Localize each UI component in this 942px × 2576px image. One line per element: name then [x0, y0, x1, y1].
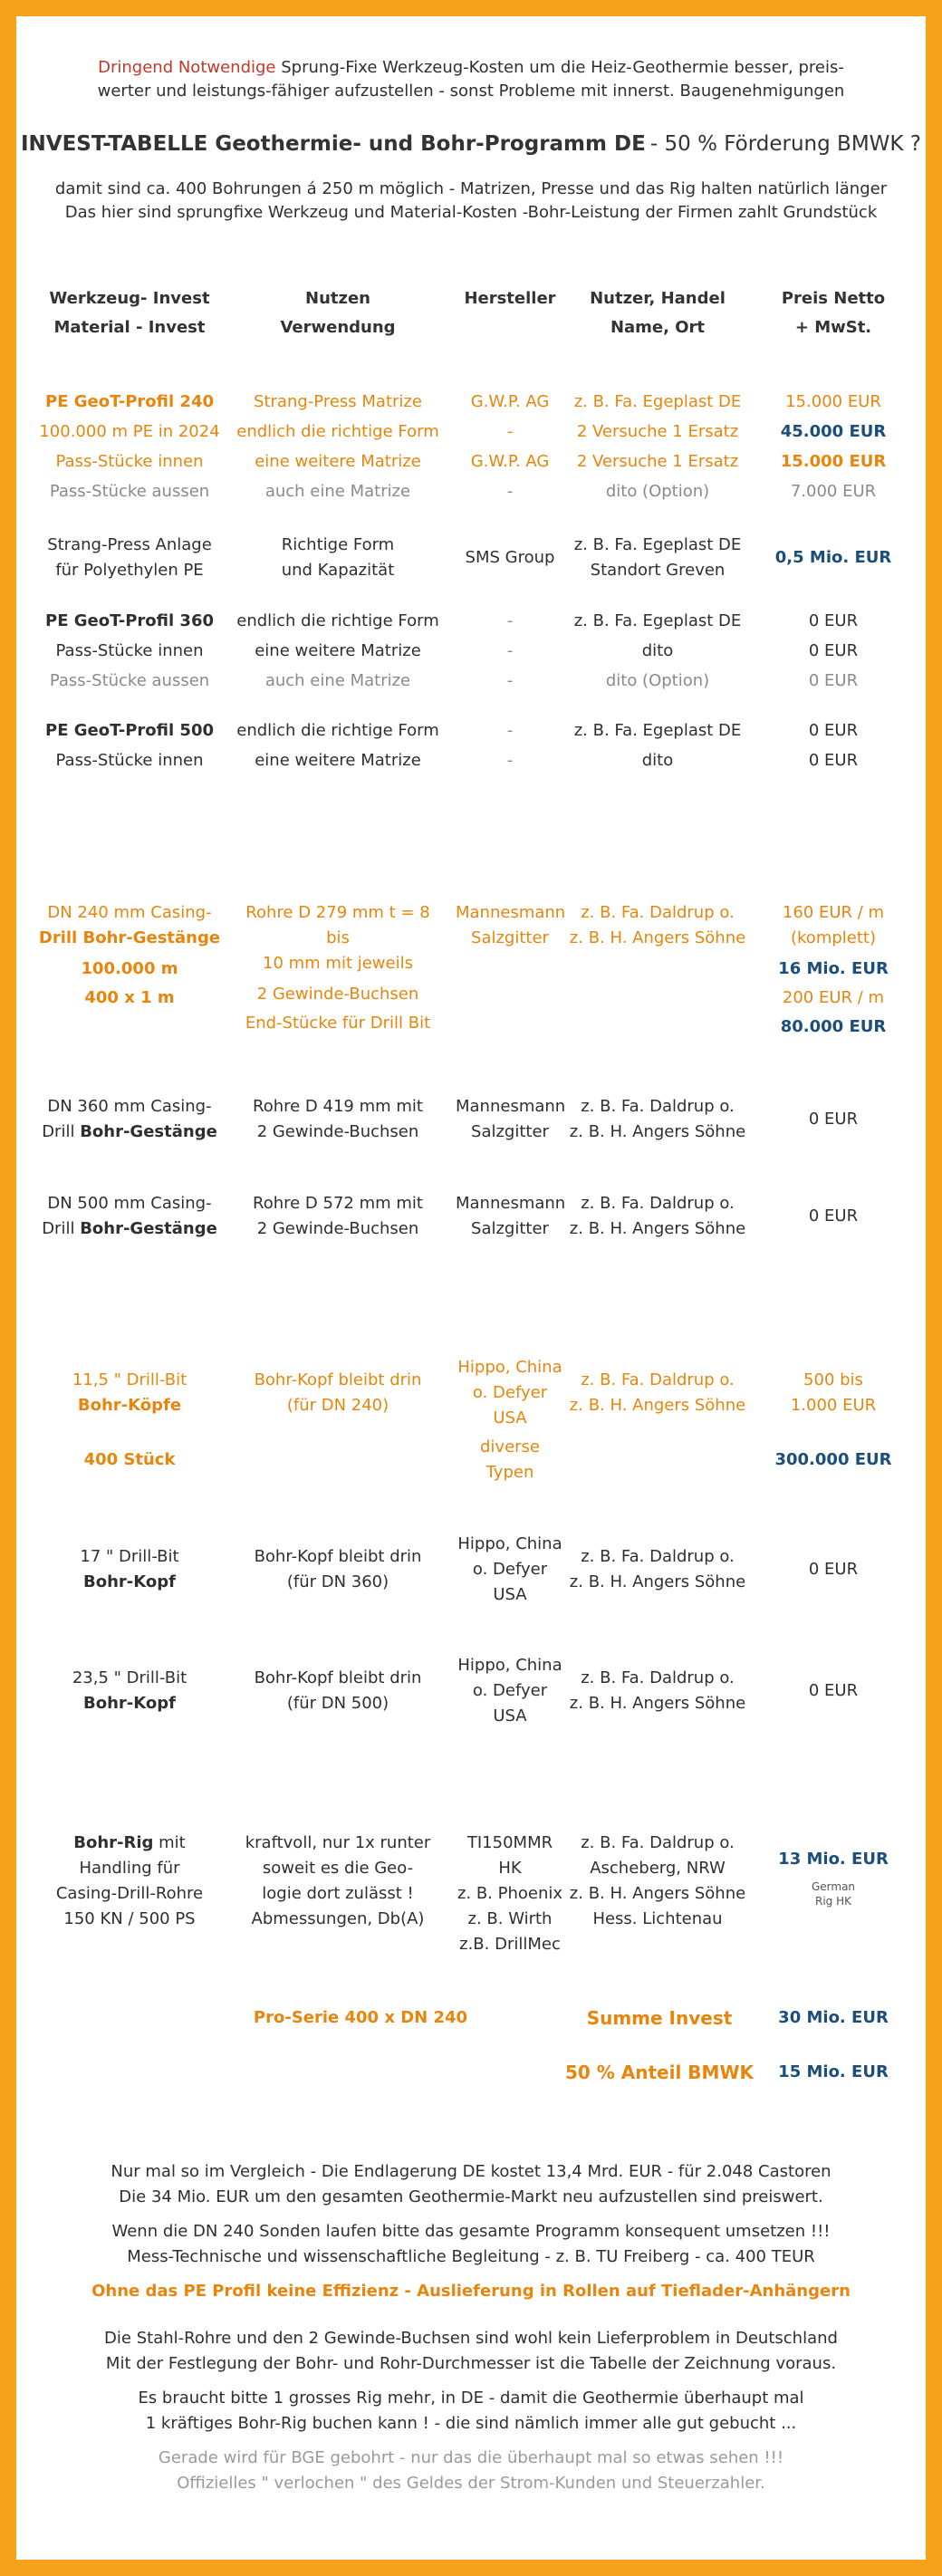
anteil-value: 15 Mio. EUR — [778, 2062, 889, 2081]
header-hersteller: Hersteller — [464, 289, 556, 308]
header-preis: Preis Netto + MwSt. — [781, 289, 886, 337]
page-title: INVEST-TABELLE Geothermie- und Bohr-Programm DE - 50 % Förderung BMWK ? — [20, 132, 922, 156]
header-nutzer: Nutzer, Handel Name, Ort — [590, 289, 726, 337]
proserie-label: Pro-Serie 400 x DN 240 — [253, 2008, 468, 2027]
note-program: Wenn die DN 240 Sonden laufen bitte das gesamte Programm konsequent umsetzen !!! Mess-Technische und wissenschaftliche Begleitung - z. B. TU Freiberg - ca. 400 TEUR — [111, 2222, 831, 2266]
note-comparison: Nur mal so im Vergleich - Die Endlagerung DE kostet 13,4 Mrd. EUR - für 2.048 Castoren Die 34 Mio. EUR um den gesamten Geothermie-Markt neu aufzustellen sind preiswert. — [111, 2162, 831, 2206]
note-pe-profile: Ohne das PE Profil keine Effizienz - Auslieferung in Rollen auf Tieflader-Anhängern — [91, 2282, 851, 2301]
intro-block — [16, 56, 926, 103]
note-steel: Die Stahl-Rohre und den 2 Gewinde-Buchsen sind wohl kein Lieferproblem in Deutschland Mit der Festlegung der Bohr- und Rohr-Durchmesser ist die Tabelle der Zeichnung voraus. — [104, 2329, 838, 2373]
anteil-label: 50 % Anteil BMWK — [564, 2062, 755, 2083]
header-nutzen: Nutzen Verwendung — [280, 289, 396, 337]
urgent-label: Dringend Notwendige — [98, 58, 276, 77]
intro-subtitle: damit sind ca. 400 Bohrungen á 250 m möglich - Matrizen, Presse und das Rig halten natürlich länger Das hier sind sprungfixe Werkzeug und Material-Kosten -Bohr-Leistung der Firmen zahlt Grundstück — [54, 179, 888, 222]
intro-line-2: werter und leistungs-fähiger aufzustellen - sonst Probleme mit innerst. Baugenehmigungen — [97, 82, 845, 101]
document-sheet: Dringend Notwendige Sprung-Fixe Werkzeug-Kosten um die Heiz-Geothermie besser, preis- werter und leistungs-fähiger aufzustellen - sonst Probleme mit innerst. Baugenehmigungen INVEST-TABELLE Geothermie- und Bohr-Programm DE - 50 % Förderung BMWK ? damit sind ca. 400 Bohrungen á 250 m möglich - Matrizen, Presse und das Rig halten natürlich länger Das hier sind sprungfixe Werkzeug und Material-Kosten -Bohr-Leistung der Firmen zahlt Grundstück Werkzeug- Invest Material - Invest Nutzen Verwendung Hersteller Nutzer, Handel Name, Ort Preis Netto + MwSt. PE GeoT-Profil 240 Strang-Press Matrize G.W.P. AG z. B. Fa. Egeplast DE 15.000 EUR 100.000 m PE in 2024 endlich die richtige Form - 2 Versuche 1 Ersatz 45.000 EUR Pass-Stücke innen eine weitere Matrize G.W.P. AG 2 Versuche 1 Ersatz 15.000 EUR Pass-Stücke aussen auch eine Matrize - dito (Option) 7.000 EUR Strang-Press Anlage für Polyethylen PE Richtige Form und Kapazität SMS Group z. B. Fa. Egeplast DE Standort Greven 0,5 Mio. EUR PE GeoT-Profil 360 endlich die richtige Form - z. B. Fa. Egeplast DE 0 EUR Pass-Stücke innen eine weitere Matrize - dito 0 EUR Pass-Stücke aussen auch eine Matrize - dito (Option) 0 EUR PE GeoT-Profil 500 endlich die richtige Form - z. B. Fa. Egeplast DE 0 EUR Pass-Stücke innen eine weitere Matrize - dito 0 EUR DN 240 mm Casing- Drill Bohr-Gestänge 100.000 m 400 x 1 m Rohre D 279 mm t = 8 bis 10 mm mit jeweils 2 Gewinde-Buchsen End-Stücke für Drill Bit Mannesmann Salzgitter z. B. Fa. Daldrup o. z. B. H. Angers Söhne 160 EUR / m (komplett) 16 Mio. EUR 200 EUR / m 80.000 EUR DN 360 mm Casing- Drill Bohr-Gestänge Rohre D 419 mm mit 2 Gewinde-Buchsen Mannesmann Salzgitter z. B. Fa. Daldrup o. z. B. H. Angers Söhne 0 EUR DN 500 mm Casing- Drill Bohr-Gestänge Rohre D 572 mm mit 2 Gewinde-Buchsen Mannesmann Salzgitter z. B. Fa. Daldrup o. z. B. H. Angers Söhne 0 EUR 11,5 " Drill-Bit Bohr-Köpfe 400 Stück Bohr-Kopf bleibt drin (für DN 240) Hippo, China o. Defyer USA diverse Typen z. B. Fa. Daldrup o. z. B. H. Angers Söhne 500 bis 1.000 EUR 300.000 EUR 17 " Drill-Bit Bohr-Kopf Bohr-Kopf bleibt drin (für DN 360) Hippo, China o. Defyer USA z. B. Fa. Daldrup o. z. B. H. Angers Söhne 0 EUR 23,5 " Drill-Bit Bohr-Kopf Bohr-Kopf bleibt drin (für DN 500) Hippo, China o. Defyer USA z. B. Fa. Daldrup o. z. B. H. Angers Söhne 0 EUR Bohr-Rig mit Handling für Casing-Drill-Rohre 150 KN / 500 PS kraftvoll, nur 1x runter soweit es die Geo- logie dort zulässt ! Abmessungen, Db(A) TI150MMR HK z. B. Phoenix z. B. Wirth z.B. DrillMec z. B. Fa. Daldrup o. Ascheberg, NRW z. B. H. Angers Söhne Hess. Lichtenau 13 Mio. EUR German Rig HK Pro-Serie 400 x DN 240 Summe Invest 30 Mio. EUR 50 % Anteil BMWK 15 Mio. EUR Nur mal so im Vergleich - Die Endlagerung DE kostet 13,4 Mrd. EUR - für 2.048 Castoren Die 34 Mio. EUR um den gesamten Geothermie-Markt neu aufzustellen sind preiswert. Wenn die DN 240 Sonden laufen bitte das gesamte Programm konsequent umsetzen !!! Mess-Technische und wissenschaftliche Begleitung - z. B. TU Freiberg - ca. 400 TEUR Ohne das PE Profil keine Effizienz - Auslieferung in Rollen auf Tieflader-Anhängern Die Stahl-Rohre und den 2 Gewinde-Buchsen sind wohl kein Lieferproblem in Deutschland Mit der Festlegung der Bohr- und Rohr-Durchmesser ist die Tabelle der Zeichnung voraus. Es braucht bitte 1 grosses Rig mehr, in DE - damit die Geothermie überhaupt mal 1 kräftiges Bohr-Rig buchen kann ! - die sind nämlich immer alle gut gebucht ... Gerade wird für BGE gebohrt - nur das die überhaupt mal so etwas sehen !!! Offizielles " verlochen " des Geldes der Strom-Kunden und Steuerzahler. — [16, 16, 926, 2560]
note-bge: Gerade wird für BGE gebohrt - nur das die überhaupt mal so etwas sehen !!! Offizielles " verlochen " des Geldes der Strom-Kunden und Steuerzahler. — [158, 2448, 784, 2493]
summe-label: Summe Invest — [586, 2007, 733, 2029]
intro-line-1: Dringend Notwendige Sprung-Fixe Werkzeug-Kosten um die Heiz-Geothermie besser, preis- — [98, 58, 844, 77]
summe-value: 30 Mio. EUR — [778, 2008, 889, 2027]
header-material: Werkzeug- Invest Material - Invest — [49, 289, 210, 337]
note-rig: Es braucht bitte 1 grosses Rig mehr, in DE - damit die Geothermie überhaupt mal 1 kräftiges Bohr-Rig buchen kann ! - die sind nämlich immer alle gut gebucht ... — [138, 2389, 804, 2433]
